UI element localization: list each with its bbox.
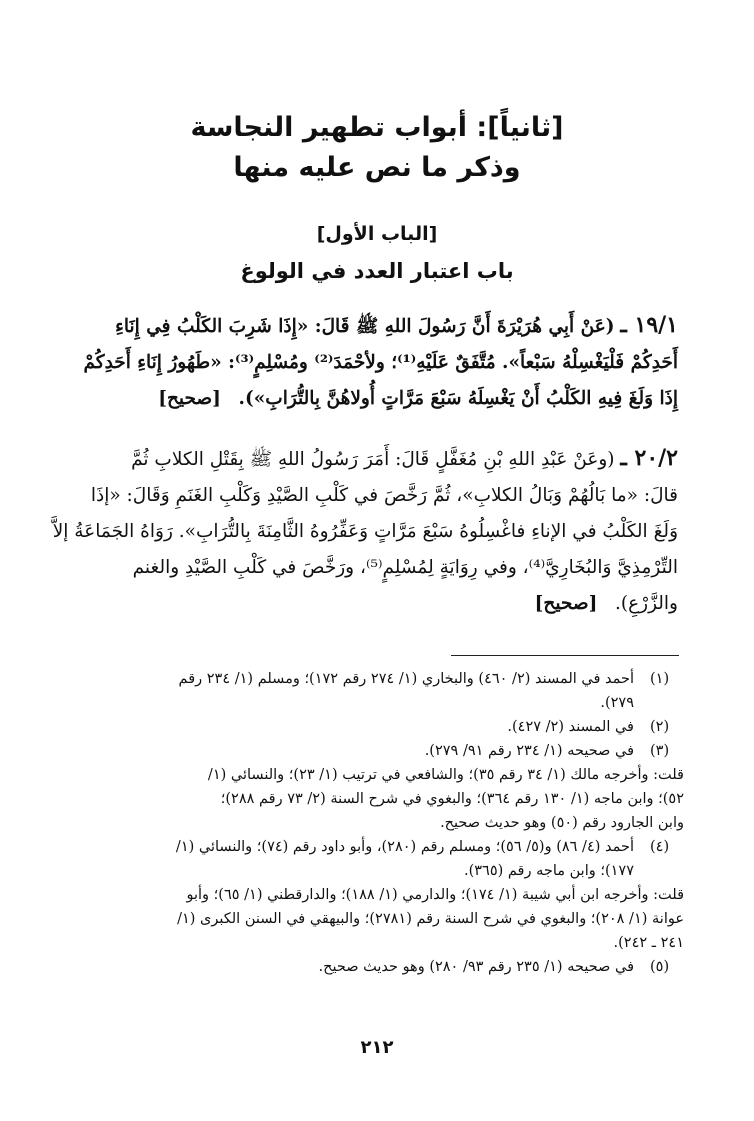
hadith-line [78, 307, 678, 345]
grade-badge: [صحيح] [534, 593, 598, 614]
hadith-text: إِذَا وَلَغَ فِيهِ الكَلْبُ أَنْ يَغْسِلَهُ سَبْعَ مَرَّاتٍ أُولاهُنَّ بِالتُّرَابِ»). [238, 388, 678, 409]
footnote-note-text: قلت: وأخرجه مالك (١/ ٣٤ رقم ٣٥)؛ والشافعي في ترتيب (١/ ٢٣)؛ والنسائي (١/ [207, 767, 684, 783]
footnote-number: (٢) [650, 719, 670, 735]
hadith-text: (عَنْ أَبِي هُرَيْرَةَ أَنَّ رَسُولَ اللهِ ﷺ قَالَ: «إِذَا شَرِبَ الكَلْبُ فِي إِنَاءِ [115, 316, 615, 337]
footnote-number: (١) [650, 671, 670, 687]
footnote-2 [74, 715, 684, 739]
hadith-19 [78, 307, 678, 417]
footnote-3-note [74, 763, 684, 835]
footnotes [74, 667, 684, 979]
chapter-title-line-2: وذكر ما نص عليه منها [233, 152, 521, 183]
footnote-4 [74, 835, 684, 883]
hadith-text: والزَّرْعِ). [615, 593, 678, 614]
hadith-text: التِّرْمِذِيَّ وَالبُخَارِيَّ⁽⁴⁾، وفي رِوَايَةٍ لِمُسْلِمٍ⁽⁵⁾، ورَخَّصَ في كَلْبِ الصَّيْدِ والغنم [132, 557, 678, 578]
hadith-line [78, 586, 678, 622]
footnote-text: في صحيحه (١/ ٢٣٥ رقم ٩٣/ ٢٨٠) وهو حديث صحيح. [318, 959, 634, 975]
footnote-5 [74, 955, 684, 979]
hadith-line [78, 381, 678, 417]
hadith-number: ١٩/١ ـ [620, 312, 678, 338]
footnote-text: ٢٧٩). [600, 695, 634, 711]
footnote-text: أحمد (٤/ ٨٦) و(٥/ ٥٦)؛ ومسلم رقم (٢٨٠)، وأبو داود رقم (٧٤)؛ والنسائي (١/ [175, 839, 634, 855]
footnote-text: أحمد في المسند (٢/ ٤٦٠) والبخاري (١/ ٢٧٤ رقم ١٧٢)؛ ومسلم (١/ ٢٣٤ رقم [178, 671, 634, 687]
section-title: باب اعتبار العدد في الولوغ [240, 259, 514, 283]
footnote-note-text: وابن الجارود رقم (٥٠) وهو حديث صحيح. [440, 815, 684, 831]
footnote-number: (٤) [650, 839, 670, 855]
footnote-text: في المسند (٢/ ٤٢٧). [507, 719, 634, 735]
section-label: [الباب الأول] [316, 223, 438, 245]
chapter-title-line-1: [ثانياً]: أبواب تطهير النجاسة [190, 112, 564, 143]
hadith-text: (وعَنْ عَبْدِ اللهِ بْنِ مُغَفَّلٍ قَالَ: أَمَرَ رَسُولُ اللهِ ﷺ بِقَتْلِ الكلابِ ثُمَّ [131, 449, 615, 470]
footnote-4-note [74, 883, 684, 955]
hadith-text: وَلَغَ الكَلْبُ في الإناءِ فاغْسِلُوهُ سَبْعَ مَرَّاتٍ وَعَفِّرُوهُ الثَّامِنَةَ بِالتُّرَابِ». رَوَاهُ الجَمَاعَةُ إلاَّ [52, 521, 678, 542]
footnote-3 [74, 739, 684, 763]
footnote-separator [451, 655, 679, 656]
hadith-20 [52, 440, 678, 622]
footnote-note-text: قلت: وأخرجه ابن أبي شيبة (١/ ١٧٤)؛ والدارمي (١/ ١٨٨)؛ والدارقطني (١/ ٦٥)؛ وأبو [186, 887, 684, 903]
footnote-note-text: ٢٤١ ـ ٢٤٢). [613, 935, 684, 951]
page-number: ٢١٢ [360, 1037, 394, 1058]
footnote-1 [74, 667, 684, 715]
hadith-number: ٢٠/٢ ـ [620, 445, 678, 471]
footnote-text: ١٧٧)؛ وابن ماجه رقم (٣٦٥). [463, 863, 634, 879]
footnote-note-text: عوانة (١/ ٢٠٨)؛ والبغوي في شرح السنة رقم (٢٧٨١)؛ والبيهقي في السنن الكبرى (١/ [177, 911, 684, 927]
footnote-text: في صحيحه (١/ ٢٣٤ رقم ٩١/ ٢٧٩). [424, 743, 634, 759]
hadith-line [78, 440, 678, 478]
hadith-text: قالَ: «ما بَالُهُمْ وَبَالُ الكلابِ»، ثُمَّ رَخَّصَ في كَلْبِ الصَّيْدِ وَكَلْبِ الغَنَمِ وَقَالَ: «إذَا [90, 485, 678, 506]
footnote-number: (٣) [650, 743, 670, 759]
footnote-note-text: ٥٢)؛ وابن ماجه (١/ ١٣٠ رقم ٣٦٤)؛ والبغوي في شرح السنة (٢/ ٧٣ رقم ٢٨٨)؛ [220, 791, 684, 807]
footnote-number: (٥) [650, 959, 670, 975]
grade-badge: [صحيح] [158, 388, 221, 409]
hadith-text: أَحَدِكُمْ فَلْيَغْسِلْهُ سَبْعاً». مُتَّفَقٌ عَلَيْهِ⁽¹⁾؛ ولأحْمَدَ⁽²⁾ ومُسْلِمٍ⁽³⁾: «طَهُورُ إِنَاءِ أَحَدِكُمْ [83, 352, 678, 373]
